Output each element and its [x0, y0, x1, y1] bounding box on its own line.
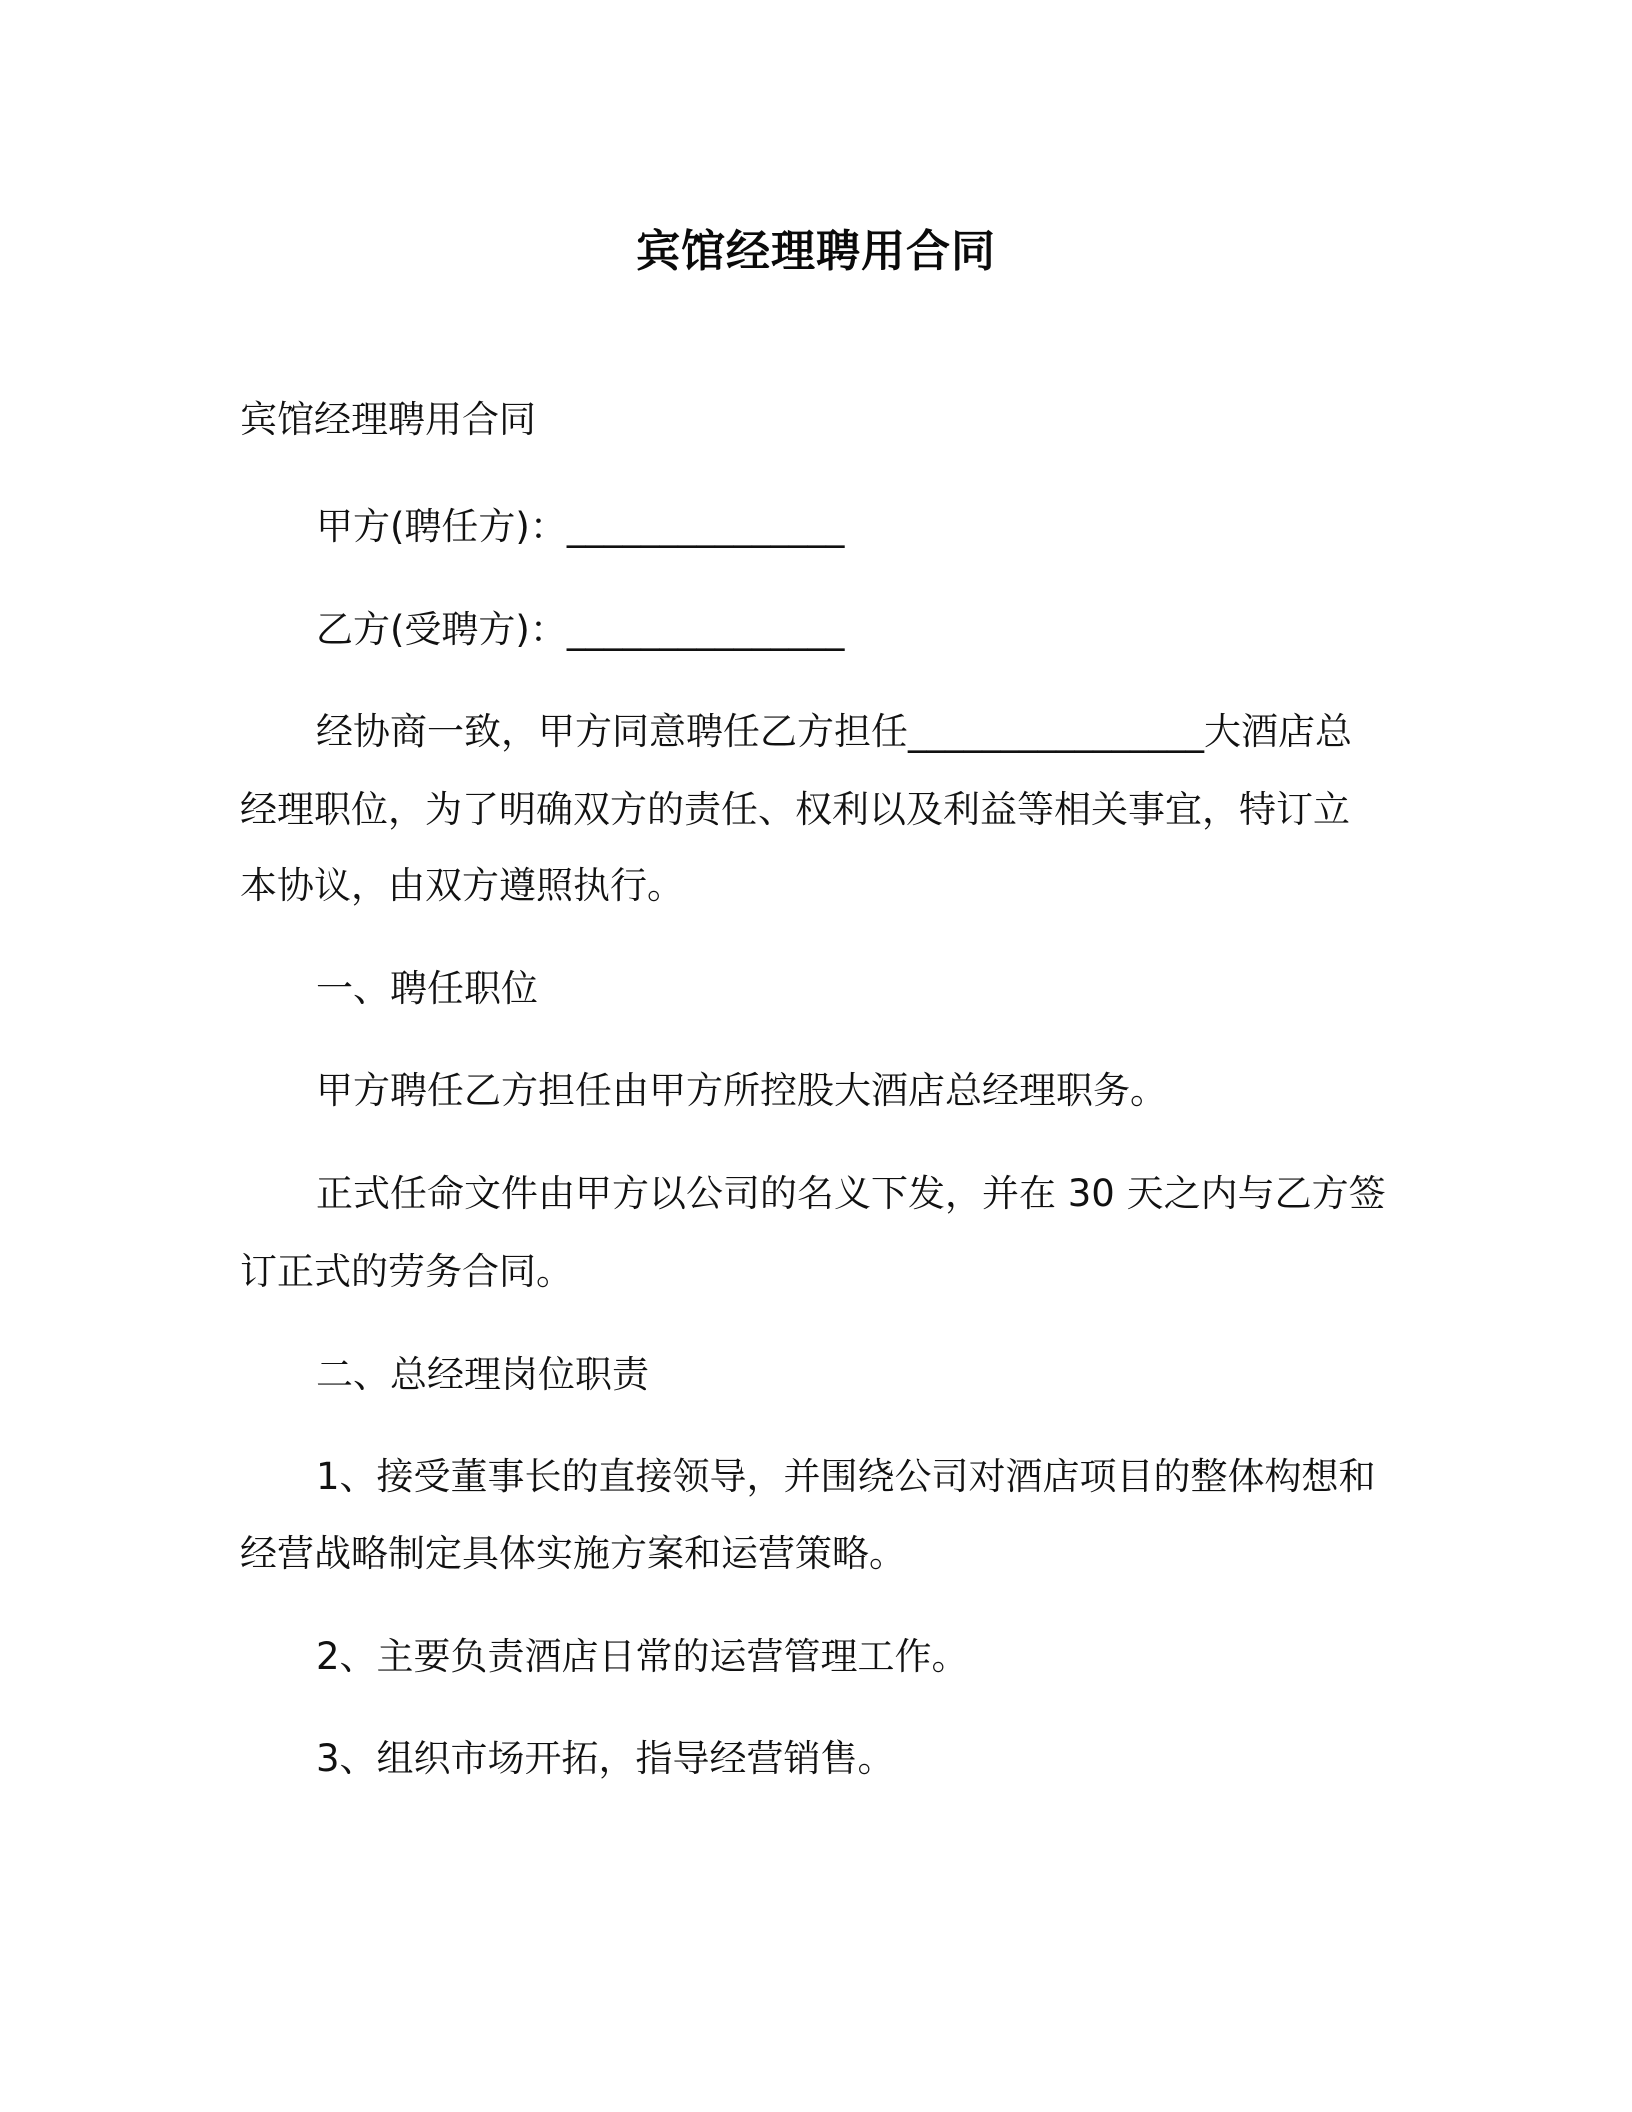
section-1-clause-2-line-1: 正式任命文件由甲方以公司的名义下发，并在 30 天之内与乙方签 [316, 1172, 1386, 1215]
section-heading-1: 一、聘任职位 [316, 967, 538, 1010]
party-a-line: 甲方(聘任方)：_______________ [316, 505, 845, 548]
preamble-line-1: 经协商一致，甲方同意聘任乙方担任________________大酒店总 [316, 710, 1352, 753]
preamble-line-2: 经理职位，为了明确双方的责任、权利以及利益等相关事宜，特订立 [240, 788, 1350, 831]
subtitle-line: 宾馆经理聘用合同 [240, 398, 536, 441]
duty-3: 3、组织市场开拓，指导经营销售。 [316, 1737, 895, 1780]
section-heading-2: 二、总经理岗位职责 [316, 1353, 649, 1396]
duty-1-line-1: 1、接受董事长的直接领导，并围绕公司对酒店项目的整体构想和 [316, 1455, 1376, 1498]
party-b-line: 乙方(受聘方)：_______________ [316, 608, 845, 651]
duty-1-line-2: 经营战略制定具体实施方案和运营策略。 [240, 1532, 906, 1575]
section-1-clause-2-line-2: 订正式的劳务合同。 [240, 1250, 573, 1293]
document-title: 宾馆经理聘用合同 [636, 226, 996, 277]
duty-2: 2、主要负责酒店日常的运营管理工作。 [316, 1635, 969, 1678]
preamble-line-3: 本协议，由双方遵照执行。 [240, 864, 684, 907]
section-1-clause-1: 甲方聘任乙方担任由甲方所控股大酒店总经理职务。 [316, 1069, 1167, 1112]
